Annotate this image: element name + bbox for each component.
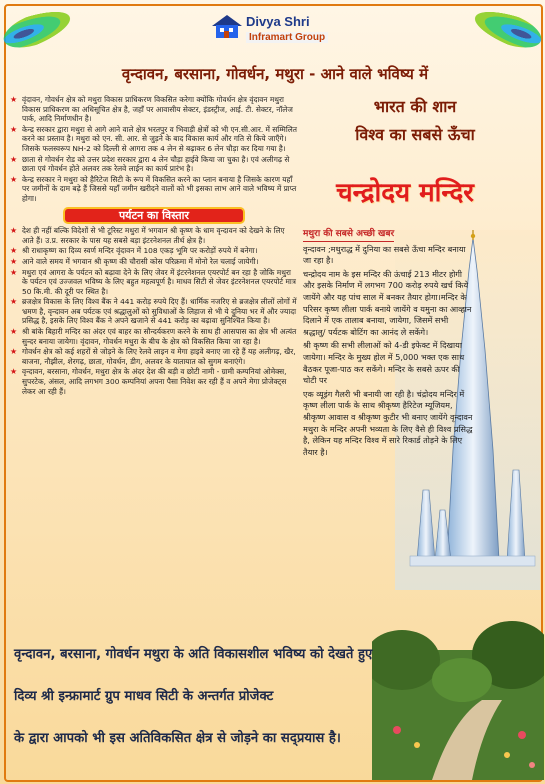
list-item: ★ ब्रजक्षेत्र विकास के लिए विश्व बैंक ने 441 करोड़ रुपये दिए हैं। धार्मिक नजरिए से ब्रजक्षेत्र लीलों लोगों में भ्रमण है, वृन्दावन अब पर्यटक एवं श्रद्धालुओं को सुविधाओं के लिहाज से भी ये दुनिया भर में और ज्यादा प्रसिद्ध है, इसके लिए विश्व बैंक ने अपने खजाने से 441 करोड़ का बढ़ावा सुनिश्चित किया है।: [10, 297, 298, 326]
list-item: ★ वृन्दावन, बरसाना, गोवर्धन, मथुरा क्षेत्र के अंदर देश की बड़ी व छोटी नामी - ग्रामी कम्पनियां ओमेक्स, सुपरटेक, अंसल, आदि लगभग 300 कम्पनियां अपना पैसा निवेश कर रही हैं व अपने मेगा प्रोजेक्ट्स लेकर आ रही हैं।: [10, 367, 298, 396]
list-item: ★ छाता से गोवर्धन रोड को उत्तर प्रदेश सरकार द्वारा 4 लेन चौड़ा हाईवे किया जा चुका है। एवं अलीगढ़ से छाता एवं गोवर्धन होते अलवर तक रेलवे लाईन का कार्य प्रारंभ है।: [10, 155, 298, 174]
list-item: ★ आने वाले समय में भगवान श्री कृष्ण की चौरासी कोस परिक्रमा में मोनो रेल चलाई जायेगी।: [10, 257, 298, 267]
list-item: ★ देश ही नहीं बल्कि विदेशों से भी टूरिस्ट मथुरा में भगवान श्री कृष्ण के धाम वृन्दावन को देखने के लिए आते हैं। उ.प्र. सरकार के पास यह सबसे बड़ा इंटरनेशनल तीर्थ क्षेत्र है।: [10, 226, 298, 245]
headline-line: विश्व का सबसे ऊँचा: [355, 125, 475, 144]
brand-name: Divya Shri: [246, 14, 310, 29]
right-column: [303, 228, 473, 460]
list-item: ★ केन्द्र सरकार द्वारा मथुरा से आगे आने वाले क्षेत्र भरतपुर व भिवाड़ी क्षेत्रों को भी एन.सी.आर. में सम्मिलित करने का प्रस्ताव है। मथुरा को एन. सी. आर. से जुड़ने के बाद विकास कार्य और गति से किये जाएँगे। जिसके फलस्वरूप NH-2 को दिल्ली से आगरा तक 4 लेन से बढ़ाकर 6 लेन चौड़ा कर दिया गया है।: [10, 125, 298, 154]
bullet-list-tourism: [10, 226, 298, 396]
paragraph: वृन्दावन ;मथुराद्ध में दुनिया का सबसे ऊँचा मन्दिर बनाया जा रहा है।: [303, 243, 466, 266]
list-item: ★ श्री राधाकृष्ण का दिव्य स्वर्ण मन्दिर वृंदावन में 108 एकड़ भूमि पर करोड़ों रुपये में बनेगा।: [10, 246, 298, 256]
closing-line: दिव्य श्री इन्फ्रामार्ट ग्रुप माधव सिटी के अन्तर्गत प्रोजेक्ट: [14, 689, 274, 704]
headline-line: भारत की शान: [373, 97, 457, 116]
bullet-list-development: [10, 95, 298, 204]
closing-line: के द्वारा आपको भी इस अतिविकसित क्षेत्र से जोड़ने का सद्प्रयास है।: [14, 731, 341, 746]
list-item: ★ श्री बांके बिहारी मन्दिर का अंदर एवं बाहर का सौन्दर्यकरण करने के साथ ही आसपास का क्षेत्र भी अत्यंत सुन्दर बनाया जायेगा। वृंदावन, गोवर्धन मथुरा के बीच के क्षेत्र को विकसित किया जा रहा है।: [10, 327, 298, 346]
brand-logo: [210, 8, 335, 52]
main-headline: वृन्दावन, बरसाना, गोवर्धन, मथुरा - आने वाले भविष्य में: [121, 65, 429, 83]
right-subheading: मथुरा की सबसे अच्छी खबर: [303, 229, 394, 242]
paragraph: चन्द्रोदय नाम के इस मन्दिर की ऊंचाई 213 मीटर होगी और इसके निर्माण में लगभग 700 करोड़ रुपये खर्च किये जायेंगे और यह पांच साल में बनकर तैयार होगा।मन्दिर के परिसर कृष्ण लीला पार्क बनाये जायेंगे व यमुना का आव्हान दिलाने में एक तालाब बनाया, जायेगा, जिसमें सभी श्रद्धालु/ पर्यटक बोटिंग का आनंद ले सकेंगे।: [303, 268, 472, 337]
list-item: ★ केन्द्र सरकार ने मथुरा को हैरिटेज सिटी के रूप में विकसित करने का प्लान बनाया है जिसके कारण यहाँ पर जमीनों के दाम बढ़े हैं जिससे यहाँ जमीन खरीदने वालों को भी इसका लाभ आने वाले भविष्य में प्राप्त होगा।: [10, 175, 298, 204]
house-icon: [210, 12, 244, 40]
secondary-headline: [295, 93, 535, 149]
list-item: ★ वृंदावन, गोवर्धन क्षेत्र को मथुरा विकास प्राधिकरण विकसित करेगा क्योंकि गोवर्धन क्षेत्र वृंदावन मथुरा विकास प्राधिकरण का अधिसूचित क्षेत्र है, जहाँ पर आवासीय सेक्टर, इंडस्ट्रीज, आई. टी. सेक्टर, नॉलेज पार्क, आदि निर्माणधीन है।: [10, 95, 298, 124]
temple-title: चन्द्रोदय मन्दिर: [336, 178, 474, 208]
paragraph: श्री कृष्ण की सभी लीलाओं को 4-डी इफेक्ट में दिखाया जायेगा। मन्दिर के मुख्य होल में 5,000 भक्त एक साथ बैठकर पूजा-पाठ कर सकेंगे। मन्दिर के सबसे ऊपर की चोटी पर: [303, 340, 465, 386]
list-item: ★ मथुरा एवं आगरा के पर्यटन को बढ़ावा देने के लिए जेवर में इंटरनेशनल एयरपोर्ट बन रहा है जोकि मथुरा के पर्यटन एवं उज्जवल भविष्य के लिए बहुत महत्वपूर्ण है। माधव सिटी से जेवर इंटरनेशनल एयरपोर्ट मात्र 50 कि.मी. की दूरी पर स्थित है।: [10, 268, 298, 297]
closing-line: वृन्दावन, बरसाना, गोवर्धन मथुरा के अति विकासशील भविष्य को देखते हुए: [14, 647, 373, 662]
brand-subtitle: Inframart Group: [246, 32, 328, 43]
paragraph: एक व्यूइंग गैलरी भी बनायी जा रही है। चंद्रोदय मन्दिर में कृष्ण लीला पार्क के साथ श्रीकृष्ण हैरिटेज म्यूजियम, श्रीकृष्ण आवास व श्रीकृष्ण कुटीर भी बनाए जायेंगे वृन्दावन मथुरा के मन्दिर अपनी भव्यता के लिए वैसे ही विश्व प्रसिद्ध है, लेकिन यह मन्दिर विश्व में सारे रिकार्ड तोड़ने के लिए तैयार है।: [303, 388, 473, 457]
section-heading-tourism: पर्यटन का विस्तार: [65, 209, 243, 223]
left-column: [10, 95, 298, 397]
list-item: ★ गोवर्धन क्षेत्र को कई शहरों से जोड़ने के लिए रेलवे लाइन व मेगा हाइवे बनाए जा रहे हैं यह अलीगढ़, खैर, बाजना, नौझील, शेरगढ़, छाता, गोवर्धन, डीग, अलवर के यातायात को सुगम बनाएंगे।: [10, 347, 298, 366]
closing-statement: [14, 640, 402, 770]
